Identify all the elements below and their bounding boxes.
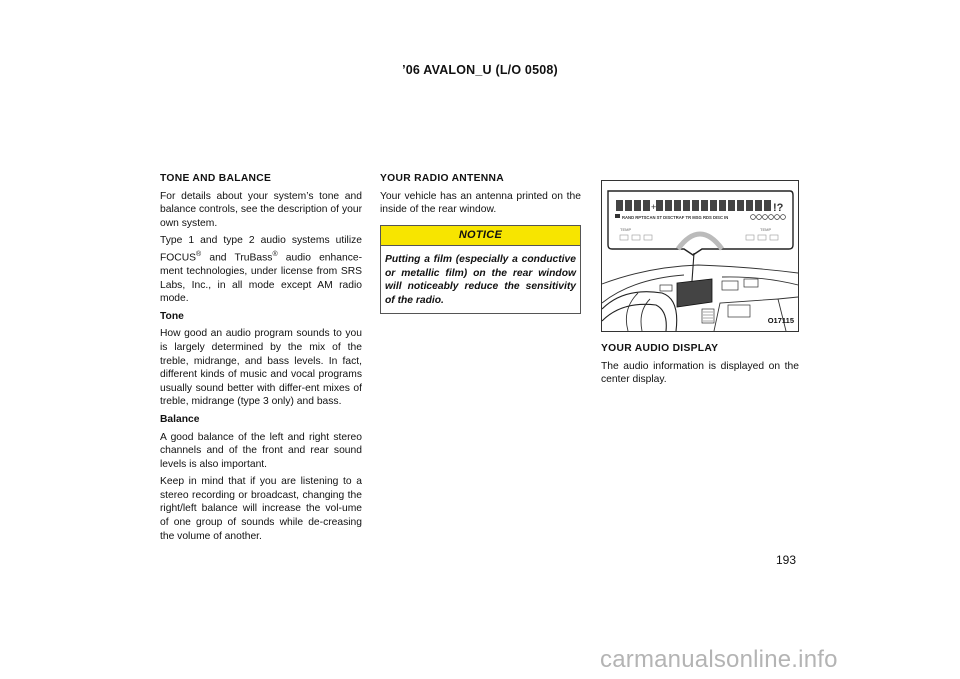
watermark: carmanualsonline.info (600, 646, 838, 673)
right-column (601, 176, 799, 391)
notice-text: Putting a film (especially a conductive or metallic film) on the rear window will noticeably reduce the sensitivity of the radio. (385, 254, 576, 306)
audio-display-illustration (602, 181, 798, 331)
figure-code: O17115 (767, 316, 794, 326)
notice-box (380, 225, 581, 314)
balance-paragraph-1: A good balance of the left and right stereo channels and of the front and rear sound levels is also important. (160, 431, 362, 470)
notice-title: NOTICE (381, 226, 580, 247)
left-column (160, 172, 362, 547)
registered-mark: ® (272, 250, 278, 258)
tone-paragraph: How good an audio program sounds to you is largely determined by the mix of the treble, midrange, and bass levels. In fact, different kinds of music and vocal programs usually sound better with differ-ent mixes of treble, midrange (type 3 only) and bass. (160, 328, 362, 408)
audio-display-paragraph: The audio information is displayed on the center display. (601, 360, 799, 386)
indicator-labels: RAND RPTSCAN ST DISCTRAF TR MSG RDS DISC IN (622, 215, 729, 220)
svg-text:!?: !? (773, 202, 784, 214)
svg-text:+: + (651, 202, 657, 212)
page-number: 193 (776, 553, 797, 567)
audio-display-heading: YOUR AUDIO DISPLAY (601, 343, 719, 354)
balance-subheading: Balance (160, 413, 200, 425)
radio-antenna-paragraph: Your vehicle has an antenna printed on the inside of the rear window. (380, 190, 581, 216)
srs-paragraph (160, 234, 362, 305)
balance-paragraph-2: Keep in mind that if you are listening to a stereo recording or broadcast, changing the right/left balance will increase the vol-ume of one group of sounds while de-creasing the volume of another. (160, 476, 362, 542)
radio-antenna-heading: YOUR RADIO ANTENNA (380, 173, 505, 184)
temp-left-label: TEMP (620, 227, 632, 232)
page-header: ’06 AVALON_U (L/O 0508) (402, 63, 558, 77)
temp-right-label: TEMP (760, 227, 772, 232)
srs-text-suffix: audio enhance-ment technologies, under license from SRS Labs, Inc., in all mode except AM radio mode. (160, 252, 363, 305)
tone-subheading: Tone (160, 310, 184, 322)
registered-mark: ® (196, 250, 202, 258)
srs-text-middle: and TruBass (201, 252, 273, 264)
tone-and-balance-heading: TONE AND BALANCE (160, 173, 272, 184)
audio-display-figure (601, 180, 799, 332)
srs-text-prefix: Type 1 and type 2 audio systems utilize FOCUS (160, 235, 362, 264)
tone-intro-paragraph: For details about your system’s tone and balance controls, see the description of your own system. (160, 190, 362, 229)
middle-column (380, 172, 581, 314)
